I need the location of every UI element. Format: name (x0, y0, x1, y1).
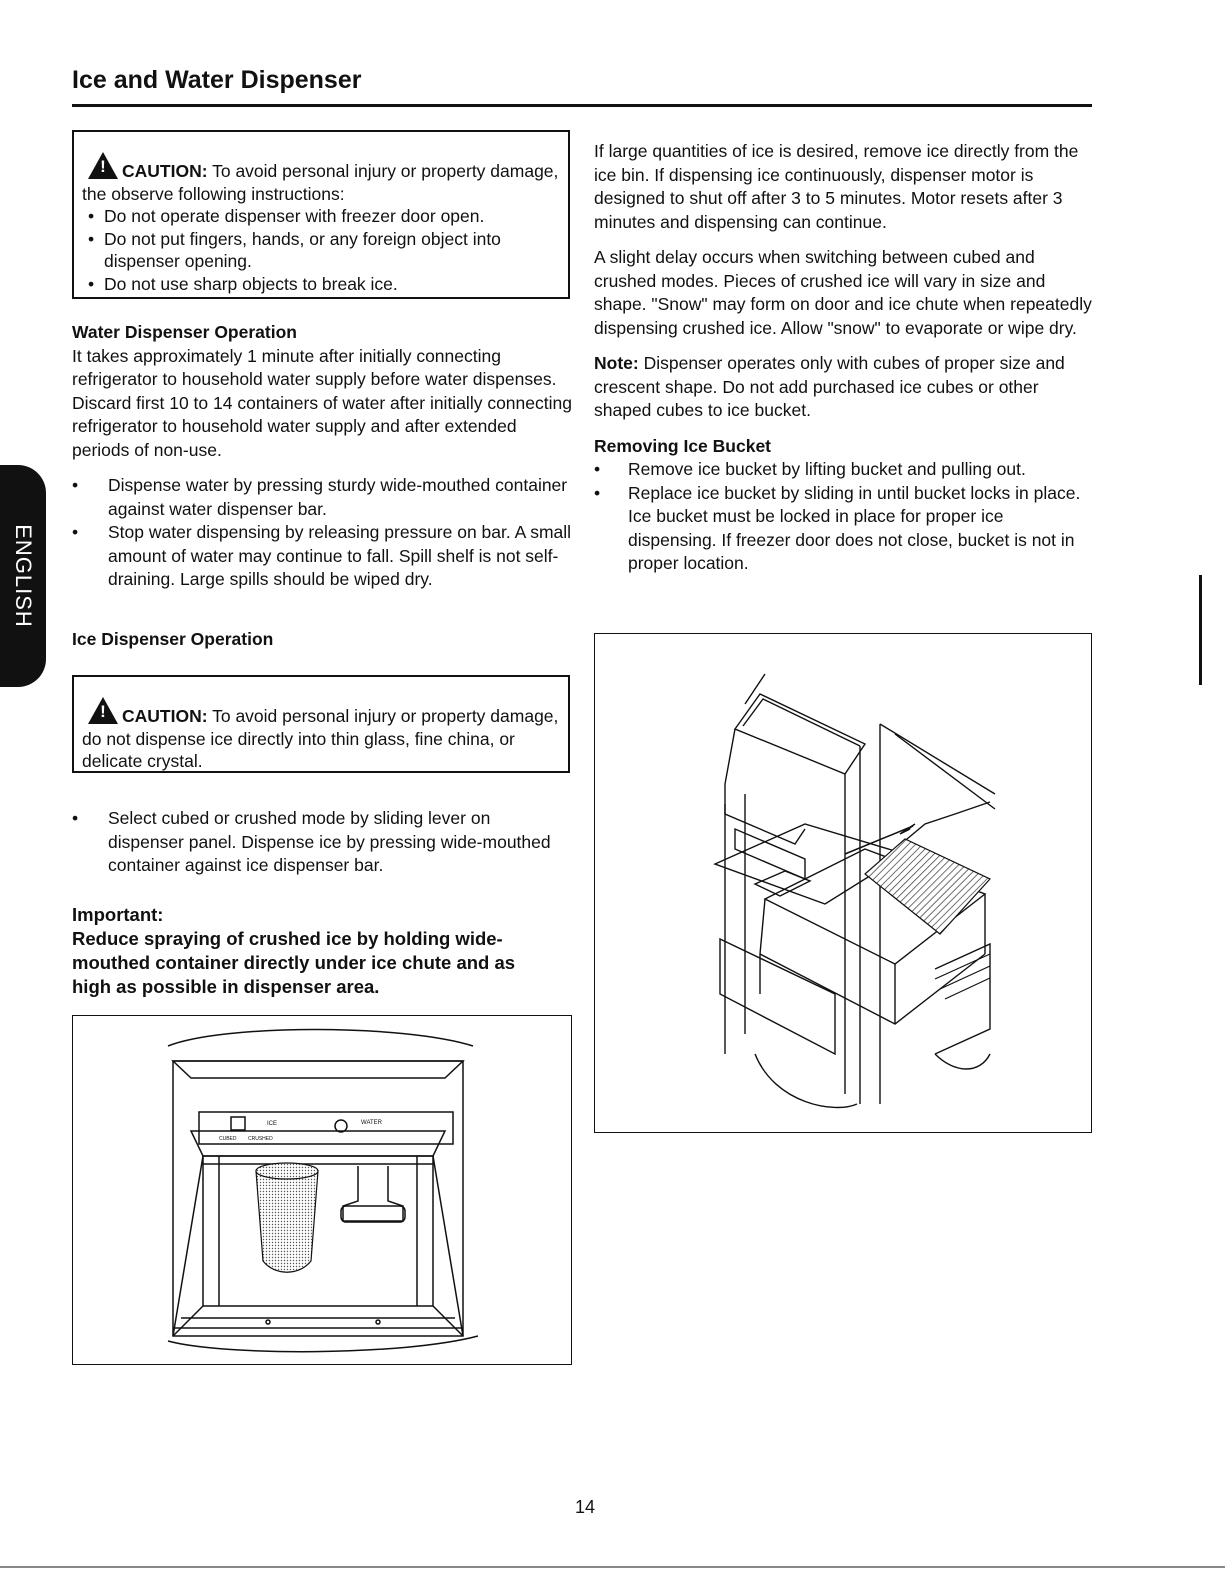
ice-section (72, 628, 572, 652)
ice-item: • Select cubed or crushed mode by sliding lever on dispenser panel. Dispense ice by pressing wide-mouthed container against ice dispenser bar. (72, 807, 552, 878)
caution-box-2 (72, 675, 570, 773)
caution-text: To avoid personal injury or property damage, do not dispense ice directly into thin glass, fine china, or delicate crystal. (82, 706, 559, 771)
ice-bucket-figure (594, 633, 1092, 1133)
title-rule (72, 104, 1092, 107)
ice-bucket-illustration (595, 634, 1091, 1132)
edge-mark (1199, 575, 1202, 685)
important-text: Reduce spraying of crushed ice by holding wide-mouthed container directly under ice chute and as high as possible in dispenser area. (72, 928, 516, 997)
water-section (72, 321, 572, 592)
water-label: WATER (361, 1120, 382, 1126)
important-heading: Important: (72, 904, 164, 925)
bottom-rule (0, 1566, 1225, 1568)
note-paragraph (594, 352, 1094, 423)
caution-box-1 (72, 130, 570, 299)
ice-heading: Ice Dispenser Operation (72, 629, 274, 649)
page-title: Ice and Water Dispenser (72, 66, 362, 94)
cubed-label: CUBED (219, 1136, 237, 1142)
language-tab (0, 465, 46, 687)
paragraph-2: A slight delay occurs when switching between cubed and crushed modes. Pieces of crushed ice will vary in size and shape. "Snow" may form on door and ice chute when repeatedly dispensing crushed ice. Allow "snow" to evaporate or wipe dry. (594, 247, 1092, 338)
paragraph-1: If large quantities of ice is desired, remove ice directly from the ice bin. If dispensing ice continuously, dispenser motor is designed to shut off after 3 to 5 minutes. Motor resets after 3 minutes and dispensing can continue. (594, 141, 1079, 232)
ice-label: ICE (267, 1121, 278, 1127)
bucket-item: • Replace ice bucket by sliding in until bucket locks in place. Ice bucket must be locked in place for proper ice dispensing. If freezer door does not close, bucket is not in proper location. (594, 482, 1094, 576)
water-item: • Dispense water by pressing sturdy wide-mouthed container against water dispenser bar. (72, 474, 572, 521)
warning-icon: ! (88, 152, 118, 179)
warning-icon: ! (88, 697, 118, 724)
caution-item: • Do not operate dispenser with freezer door open. (82, 205, 560, 228)
right-column (594, 140, 1094, 576)
water-text: It takes approximately 1 minute after initially connecting refrigerator to household water supply before water dispenses. Discard first 10 to 14 containers of water after initially connecting refrigerator to household water supply and after extended periods of non-use. (72, 345, 572, 460)
bucket-item: • Remove ice bucket by lifting bucket and pulling out. (594, 458, 1094, 482)
water-item: • Stop water dispensing by releasing pressure on bar. A small amount of water may continue to fall. Spill shelf is not self-draining. Large spills should be wiped dry. (72, 521, 572, 592)
water-heading: Water Dispenser Operation (72, 322, 297, 342)
caution-item: • Do not put fingers, hands, or any foreign object into dispenser opening. (82, 228, 560, 273)
caution-item: • Do not use sharp objects to break ice. (82, 273, 560, 296)
language-tab-label: ENGLISH (11, 524, 36, 628)
dispenser-figure (72, 1015, 572, 1365)
ice-list (72, 807, 552, 878)
caution-label: CAUTION: (122, 706, 208, 726)
bucket-heading: Removing Ice Bucket (594, 435, 771, 456)
page-number: 14 (574, 1497, 596, 1517)
caution-label: CAUTION: (122, 161, 208, 181)
caution-list (82, 205, 560, 295)
dispenser-illustration (73, 1016, 571, 1364)
caution-text: To avoid personal injury or property damage, the observe following instructions: (82, 161, 559, 204)
note-text: Dispenser operates only with cubes of proper size and crescent shape. Do not add purchased ice cubes or other shaped cubes to ice bucket. (594, 353, 1065, 420)
ice-instructions (72, 807, 552, 878)
bucket-list (594, 458, 1094, 576)
important-section (72, 903, 552, 999)
crushed-label: CRUSHED (248, 1136, 273, 1142)
note-label: Note: (594, 353, 639, 373)
water-list (72, 474, 572, 592)
